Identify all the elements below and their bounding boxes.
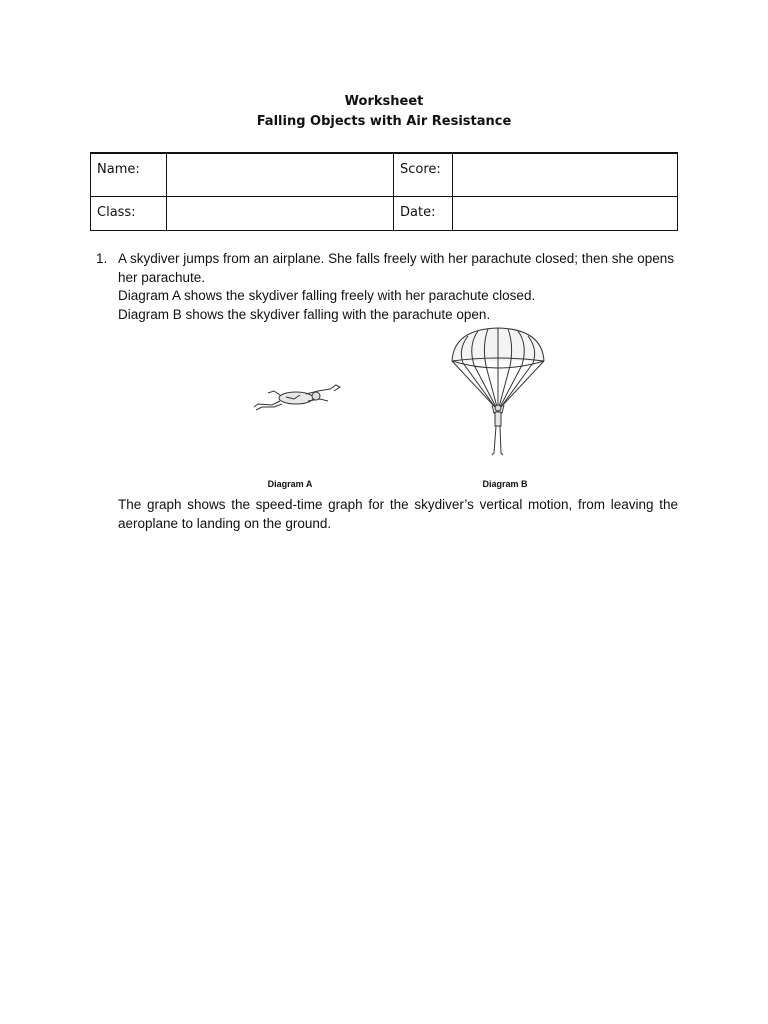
diagram-b-caption: Diagram B <box>482 479 528 489</box>
question-number: 1. <box>96 251 108 266</box>
graph-description: The graph shows the speed-time graph for the skydiver’s vertical motion, from leaving the aeroplane to landing on the ground. <box>118 497 678 531</box>
name-label: Name: <box>91 153 167 197</box>
diagram-a-description: Diagram A shows the skydiver falling freely with her parachute closed. <box>118 288 536 303</box>
class-label: Class: <box>91 197 167 231</box>
name-field[interactable] <box>167 153 394 197</box>
class-field[interactable] <box>167 197 394 231</box>
skydiver-parachute-illustration <box>448 325 548 457</box>
worksheet-title: Worksheet <box>344 94 424 109</box>
question-body <box>118 250 678 324</box>
date-label: Date: <box>394 197 453 231</box>
skydiver-freefall-illustration <box>250 377 345 417</box>
question-1 <box>96 250 678 324</box>
score-field[interactable] <box>453 153 678 197</box>
date-field[interactable] <box>453 197 678 231</box>
diagrams-area <box>0 325 768 495</box>
info-row-1 <box>91 153 678 197</box>
student-info-table <box>90 152 678 231</box>
info-row-2 <box>91 197 678 231</box>
worksheet-subtitle: Falling Objects with Air Resistance <box>256 114 512 129</box>
score-label: Score: <box>394 153 453 197</box>
diagram-b-description: Diagram B shows the skydiver falling with the parachute open. <box>118 306 491 322</box>
question-intro: A skydiver jumps from an airplane. She falls freely with her parachute closed; then she opens her parachute. <box>118 251 675 285</box>
diagram-a-caption: Diagram A <box>267 479 313 489</box>
